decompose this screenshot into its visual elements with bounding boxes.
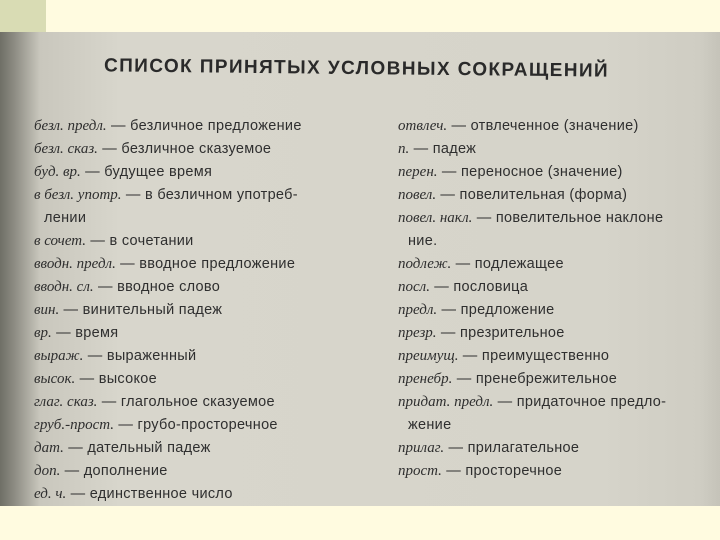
abbreviation-entry	[398, 369, 617, 389]
abbreviation-term: глаг. сказ.	[34, 394, 98, 410]
abbreviation-term: повел.	[398, 187, 437, 203]
abbreviation-entry	[34, 484, 233, 504]
abbreviation-term: п.	[398, 141, 410, 157]
abbreviation-meaning: лении	[44, 210, 87, 226]
abbreviation-meaning: — винительный падеж	[59, 302, 223, 318]
abbreviation-meaning: — прилагательное	[444, 440, 580, 456]
abbreviation-meaning: — в безличном употреб-	[121, 187, 298, 203]
abbreviation-entry	[408, 415, 451, 435]
abbreviation-entry	[398, 346, 609, 366]
abbreviation-term: буд. вр.	[34, 164, 81, 180]
abbreviation-entry	[398, 185, 627, 205]
abbreviation-entry	[34, 116, 302, 136]
page-title: СПИСОК ПРИНЯТЫХ УСЛОВНЫХ СОКРАЩЕНИЙ	[103, 55, 610, 82]
abbreviation-term: посл.	[398, 279, 430, 295]
abbreviation-meaning: — отвлеченное (значение)	[447, 118, 639, 134]
abbreviation-meaning: — безличное предложение	[106, 118, 302, 134]
abbreviation-term: вин.	[34, 302, 60, 318]
abbreviation-term: дат.	[34, 440, 64, 456]
abbreviation-entry	[398, 392, 666, 412]
abbreviation-meaning: жение	[408, 417, 452, 433]
abbreviation-term: предл.	[398, 302, 438, 318]
page-photo	[0, 32, 720, 506]
abbreviation-meaning: — повелительная (форма)	[436, 187, 628, 203]
abbreviation-meaning: — вводное слово	[93, 279, 221, 295]
abbreviation-meaning: — дательный падеж	[63, 440, 211, 456]
abbreviation-meaning: — грубо-просторечное	[114, 417, 278, 433]
abbreviation-term: в безл. употр.	[34, 187, 122, 203]
abbreviation-meaning: — в сочетании	[86, 233, 194, 249]
abbreviation-entry	[398, 116, 639, 136]
top-band	[0, 0, 720, 32]
abbreviation-entry	[34, 300, 222, 320]
abbreviation-meaning: — будущее время	[80, 164, 213, 180]
abbreviation-term: преимущ.	[398, 348, 459, 364]
abbreviation-meaning: — вводное предложение	[115, 256, 296, 272]
abbreviation-term: высок.	[34, 371, 76, 387]
abbreviation-term: вводн. предл.	[34, 256, 116, 272]
abbreviation-meaning: — презрительное	[436, 325, 565, 341]
abbreviation-entry	[34, 323, 118, 343]
abbreviation-entry	[34, 185, 298, 205]
abbreviation-term: придат. предл.	[398, 394, 494, 410]
corner-square	[0, 0, 46, 32]
abbreviation-entry	[34, 438, 211, 458]
bottom-band	[0, 506, 720, 540]
abbreviation-term: в сочет.	[34, 233, 87, 249]
abbreviation-term: подлеж.	[398, 256, 452, 272]
abbreviation-meaning: — подлежащее	[451, 256, 564, 272]
abbreviation-term: безл. сказ.	[34, 141, 98, 157]
abbreviation-meaning: — выраженный	[83, 348, 197, 364]
abbreviation-term: прилаг.	[398, 440, 445, 456]
abbreviation-entry	[398, 438, 579, 458]
abbreviation-meaning: — просторечное	[441, 463, 563, 479]
abbreviation-entry	[398, 277, 528, 297]
abbreviation-entry	[34, 461, 168, 481]
abbreviation-term: отвлеч.	[398, 118, 448, 134]
abbreviation-meaning: — преимущественно	[458, 348, 610, 364]
abbreviation-meaning: — единственное число	[66, 486, 233, 502]
abbreviation-meaning: ние.	[408, 233, 438, 249]
abbreviation-meaning: — падеж	[409, 141, 477, 157]
abbreviation-entry	[398, 254, 564, 274]
abbreviation-entry	[34, 392, 275, 412]
abbreviation-term: груб.-прост.	[34, 417, 115, 433]
abbreviation-term: вр.	[34, 325, 52, 341]
abbreviation-entry	[34, 415, 278, 435]
abbreviation-meaning: — пословица	[429, 279, 529, 295]
abbreviation-entry	[398, 208, 663, 228]
abbreviation-entry	[398, 461, 562, 481]
abbreviation-meaning: — дополнение	[60, 463, 168, 479]
abbreviation-term: ед. ч.	[34, 486, 67, 502]
abbreviation-entry	[408, 231, 437, 251]
abbreviation-meaning: — повелительное наклоне	[472, 210, 664, 226]
abbreviation-entry	[34, 369, 157, 389]
abbreviation-term: пренебр.	[398, 371, 453, 387]
abbreviation-term: безл. предл.	[34, 118, 107, 134]
abbreviation-entry	[44, 208, 86, 228]
abbreviation-entry	[398, 300, 555, 320]
abbreviation-term: доп.	[34, 463, 61, 479]
abbreviation-term: презр.	[398, 325, 437, 341]
abbreviation-term: прост.	[398, 463, 442, 479]
abbreviation-meaning: — глагольное сказуемое	[97, 394, 275, 410]
abbreviation-entry	[398, 323, 565, 343]
abbreviation-meaning: — придаточное предло-	[493, 394, 667, 410]
abbreviation-meaning: — переносное (значение)	[437, 164, 623, 180]
abbreviation-entry	[34, 346, 196, 366]
abbreviation-entry	[398, 162, 623, 182]
abbreviation-meaning: — высокое	[75, 371, 158, 387]
abbreviation-entry	[34, 277, 220, 297]
abbreviation-term: перен.	[398, 164, 438, 180]
abbreviation-meaning: — предложение	[437, 302, 555, 318]
abbreviation-entry	[398, 139, 476, 159]
abbreviation-entry	[34, 254, 295, 274]
abbreviation-entry	[34, 139, 271, 159]
abbreviation-term: повел. накл.	[398, 210, 473, 226]
abbreviation-entry	[34, 162, 212, 182]
abbreviation-meaning: — время	[51, 325, 119, 341]
abbreviation-entry	[34, 231, 194, 251]
abbreviation-term: выраж.	[34, 348, 84, 364]
abbreviation-term: вводн. сл.	[34, 279, 94, 295]
abbreviation-meaning: — пренебрежительное	[452, 371, 618, 387]
abbreviation-meaning: — безличное сказуемое	[97, 141, 272, 157]
